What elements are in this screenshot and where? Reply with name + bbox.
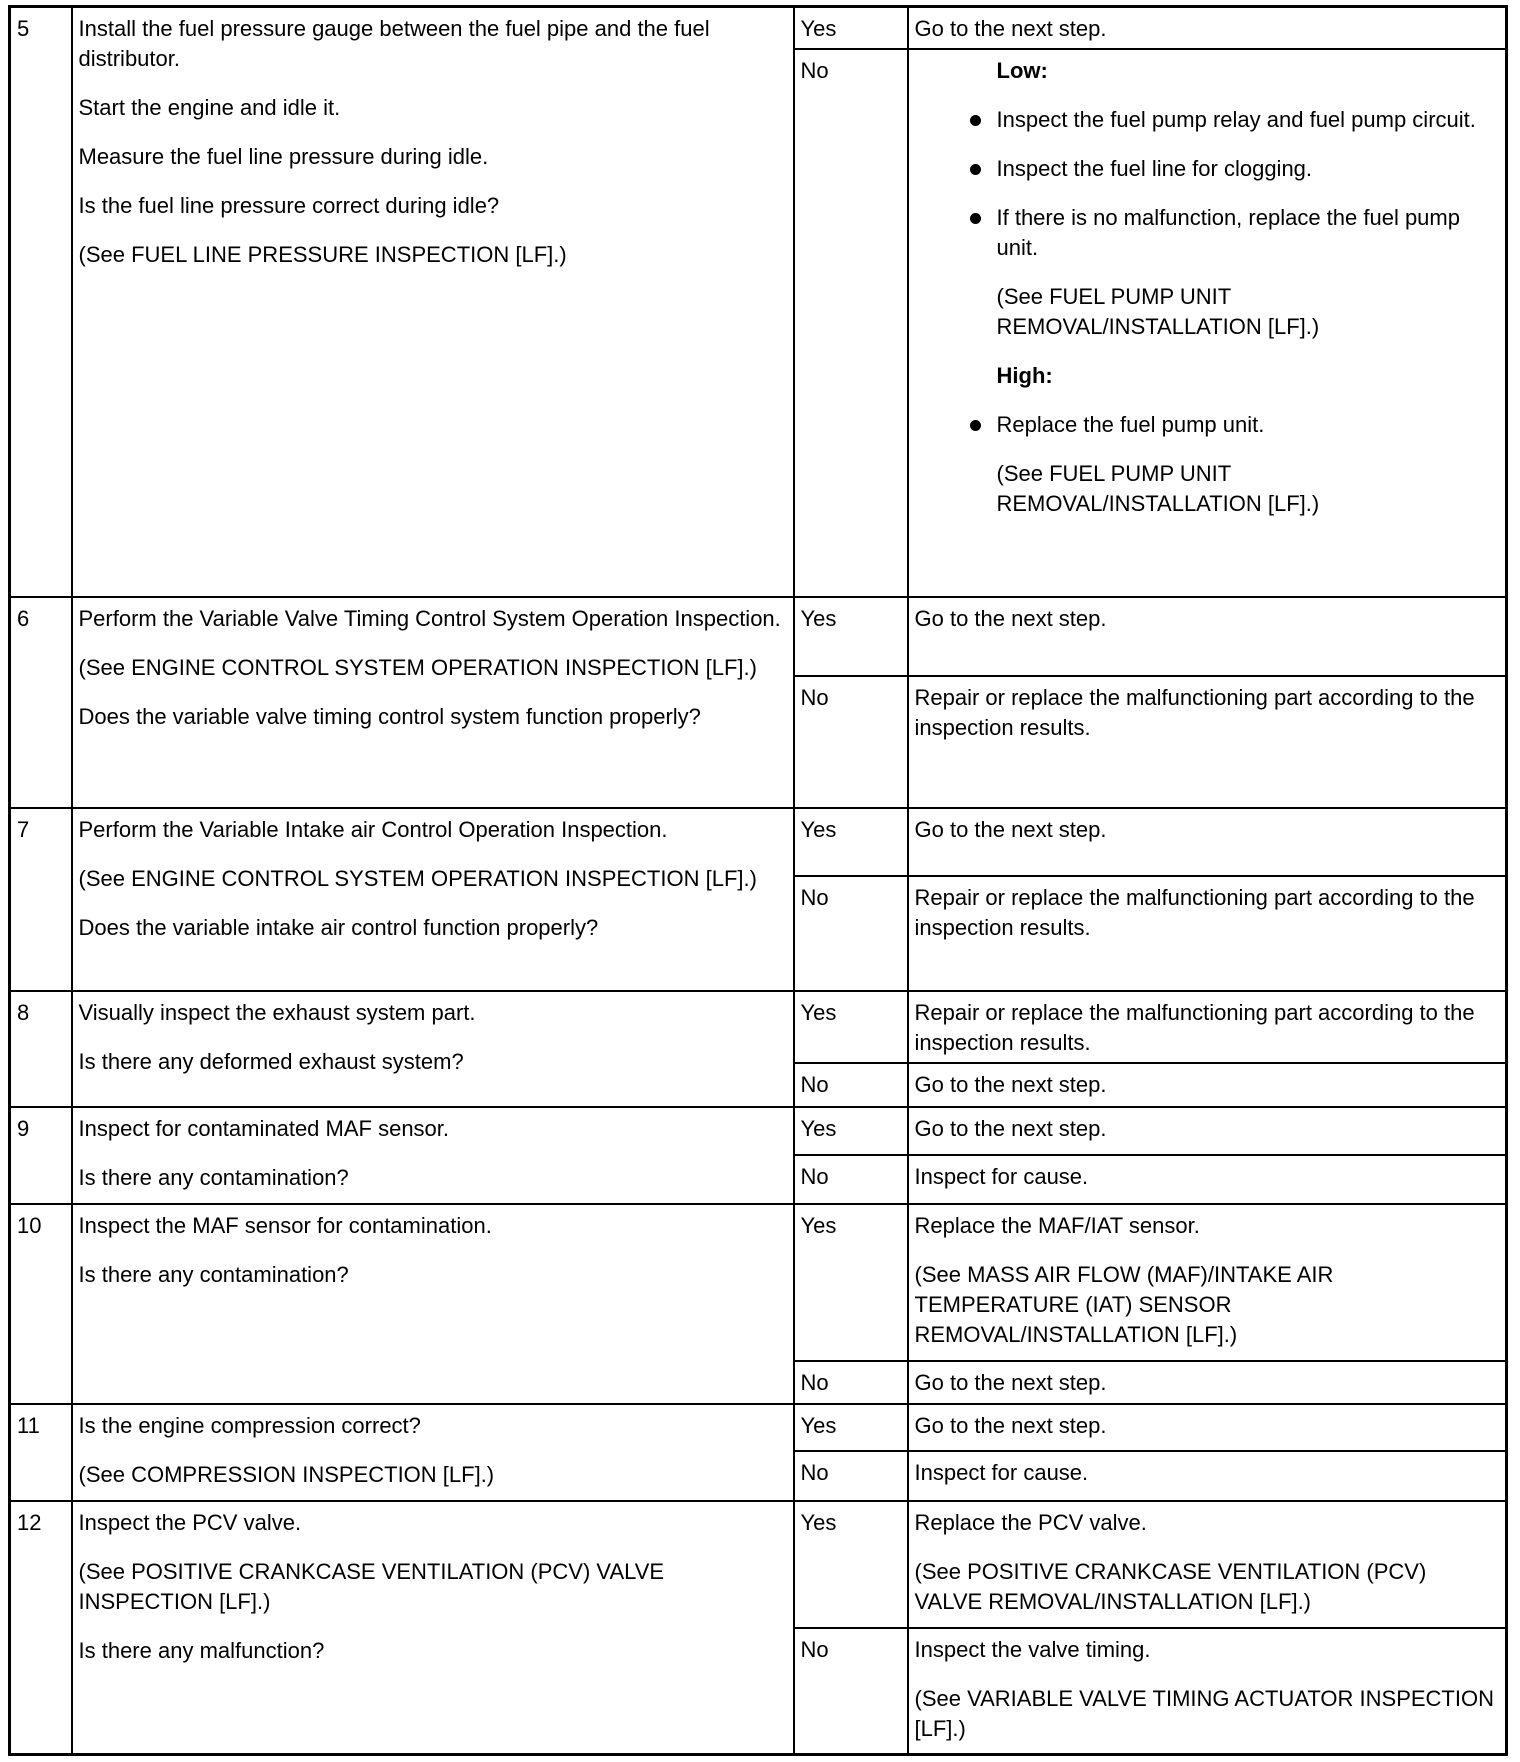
action-content [915,883,1500,943]
yes-label: Yes [794,991,908,1063]
table-row [10,1501,1507,1628]
description-paragraph: Visually inspect the exhaust system part. [78,999,476,1025]
description-paragraph: Perform the Variable Intake air Control Operation Inspection. [78,816,668,842]
action-content [915,1070,1500,1100]
action-paragraph: Replace the PCV valve. [914,1509,1147,1535]
yes-label: Yes [794,1404,908,1451]
action-content [915,1114,1500,1144]
action-paragraph: (See POSITIVE CRANKCASE VENTILATION (PCV) VALVE REMOVAL/INSTALLATION [LF].) [914,1558,1427,1614]
action-paragraph: Inspect the valve timing. [914,1636,1151,1662]
no-action [908,876,1507,991]
no-action [908,1628,1507,1755]
step-description [72,597,794,808]
action-content [915,998,1500,1058]
step-number: 12 [10,1501,72,1755]
action-paragraph: Go to the next step. [914,1369,1107,1395]
action-paragraph: Replace the MAF/IAT sensor. [914,1212,1200,1238]
step-description [72,1501,794,1755]
no-action [908,1063,1507,1107]
step-description [72,1404,794,1501]
action-content [915,1162,1500,1192]
yes-label: Yes [794,1107,908,1155]
no-label: No [794,1628,908,1755]
action-paragraph: Go to the next step. [914,1412,1107,1438]
description-paragraph: Inspect the MAF sensor for contamination. [78,1212,492,1238]
action-content [915,14,1500,44]
step-description [72,7,794,597]
action-paragraph: Repair or replace the malfunctioning part according to the inspection results. [914,884,1475,940]
table-row [10,7,1507,49]
yes-action [908,991,1507,1063]
no-label: No [794,1155,908,1204]
bullet-item: Replace the fuel pump unit. [997,410,1500,440]
bullet-item: Inspect the fuel line for clogging. [997,154,1500,184]
step-description [72,991,794,1107]
table-row [10,1404,1507,1451]
description-paragraph: Is the fuel line pressure correct during idle? [78,193,500,218]
no-action [908,1361,1507,1404]
description-paragraph: Is there any contamination? [78,1261,349,1287]
description-paragraph: Measure the fuel line pressure during idle. [78,144,489,169]
step-number: 5 [10,7,72,597]
action-content [915,56,1500,519]
action-paragraph: Repair or replace the malfunctioning part according to the inspection results. [914,684,1475,740]
description-paragraph: Is there any contamination? [78,1164,349,1190]
yes-action [908,1107,1507,1155]
no-action [908,1155,1507,1204]
action-content [915,1368,1500,1398]
troubleshooting-table [8,5,1508,1756]
description-paragraph: (See FUEL LINE PRESSURE INSPECTION [LF].) [78,242,567,267]
table-row [10,808,1507,876]
description-paragraph: Start the engine and idle it. [78,95,341,120]
yes-action [908,1501,1507,1628]
no-label: No [794,1063,908,1107]
no-label: No [794,1451,908,1501]
step-description [72,1107,794,1204]
yes-action [908,1204,1507,1361]
step-number: 8 [10,991,72,1107]
description-paragraph: Is there any malfunction? [78,1637,325,1663]
yes-label: Yes [794,808,908,876]
bullet-item: Inspect the fuel pump relay and fuel pump circuit. [997,105,1500,135]
description-paragraph: Does the variable valve timing control system function properly? [78,703,701,729]
description-paragraph: (See ENGINE CONTROL SYSTEM OPERATION INSPECTION [LF].) [78,865,757,891]
description-paragraph: Install the fuel pressure gauge between the fuel pipe and the fuel distributor. [78,16,710,71]
action-content [915,1635,1500,1744]
bullet-item: If there is no malfunction, replace the fuel pump unit. [997,203,1500,263]
step-number: 10 [10,1204,72,1404]
step-number: 6 [10,597,72,808]
yes-label: Yes [794,597,908,676]
action-content [915,1411,1500,1441]
action-paragraph: Go to the next step. [914,1115,1107,1141]
action-paragraph: (See MASS AIR FLOW (MAF)/INTAKE AIR TEMPERATURE (IAT) SENSOR REMOVAL/INSTALLATION [LF].) [914,1261,1334,1347]
yes-action [908,1404,1507,1451]
action-paragraph: Go to the next step. [914,1071,1107,1097]
step-number: 11 [10,1404,72,1501]
yes-action [908,808,1507,876]
yes-label: Yes [794,1204,908,1361]
description-paragraph: Inspect the PCV valve. [78,1509,302,1535]
no-label: No [794,676,908,808]
action-content [915,815,1500,845]
no-label: No [794,1361,908,1404]
action-heading: Low: [996,57,1048,83]
table-row [10,1107,1507,1155]
action-content [915,604,1500,634]
description-paragraph: (See COMPRESSION INSPECTION [LF].) [78,1461,495,1487]
action-paragraph: Go to the next step. [914,816,1107,842]
table-row [10,991,1507,1063]
action-content [915,1211,1500,1350]
no-label: No [794,49,908,597]
step-description [72,1204,794,1404]
action-paragraph: Repair or replace the malfunctioning part according to the inspection results. [914,999,1475,1055]
step-number: 9 [10,1107,72,1204]
action-content [915,683,1500,743]
yes-action [908,597,1507,676]
description-paragraph: (See POSITIVE CRANKCASE VENTILATION (PCV) VALVE INSPECTION [LF].) [78,1558,665,1614]
description-paragraph: Inspect for contaminated MAF sensor. [78,1115,450,1141]
action-content [915,1458,1500,1488]
step-description [72,808,794,991]
description-paragraph: Perform the Variable Valve Timing Control System Operation Inspection. [78,605,781,631]
no-label: No [794,876,908,991]
action-paragraph: Go to the next step. [914,605,1107,631]
action-paragraph: (See FUEL PUMP UNIT REMOVAL/INSTALLATION [LF].) [996,460,1320,516]
yes-label: Yes [794,1501,908,1628]
description-paragraph: Is the engine compression correct? [78,1412,421,1438]
no-action [908,676,1507,808]
description-paragraph: Does the variable intake air control function properly? [78,914,599,940]
no-action [908,49,1507,597]
action-paragraph: (See VARIABLE VALVE TIMING ACTUATOR INSPECTION [LF].) [914,1685,1494,1741]
action-paragraph: (See FUEL PUMP UNIT REMOVAL/INSTALLATION [LF].) [996,283,1320,339]
action-heading: High: [996,362,1053,388]
table-row [10,597,1507,676]
description-paragraph: (See ENGINE CONTROL SYSTEM OPERATION INSPECTION [LF].) [78,654,757,680]
action-paragraph: Inspect for cause. [914,1163,1089,1189]
action-content [915,1508,1500,1617]
action-paragraph: Go to the next step. [914,16,1107,41]
table-row [10,1204,1507,1361]
action-paragraph: Inspect for cause. [914,1459,1089,1485]
yes-label: Yes [794,7,908,49]
description-paragraph: Is there any deformed exhaust system? [78,1048,464,1074]
step-number: 7 [10,808,72,991]
yes-action [908,7,1507,49]
no-action [908,1451,1507,1501]
